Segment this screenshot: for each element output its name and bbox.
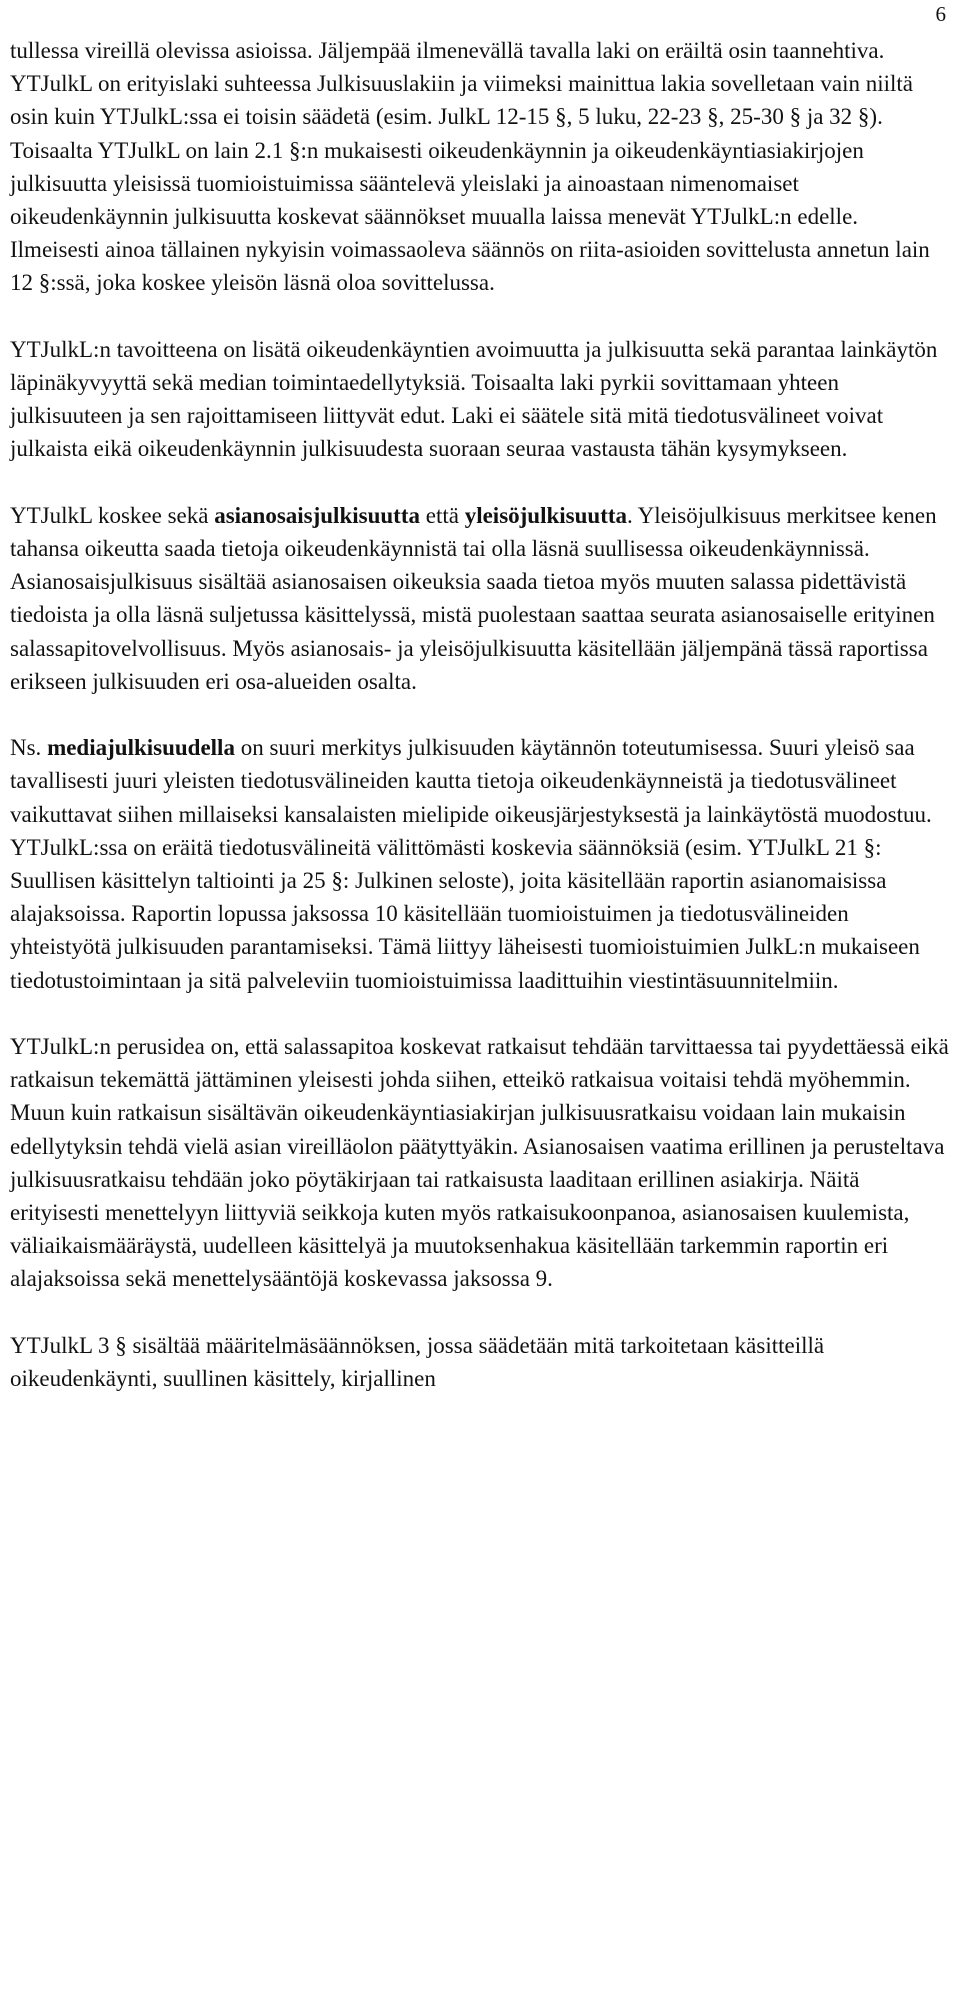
paragraph-4 bbox=[10, 731, 950, 997]
paragraph-3-text-3: . Yleisöjulkisuus merkitsee kenen tahansa oikeutta saada tietoja oikeudenkäynnistä tai olla läsnä suullisessa oikeudenkäynnissä. Asianosaisjulkisuus sisältää asianosaisen oikeuksia saada tietoa myös muuten salassa pidettävistä tiedoista ja olla läsnä suljetussa käsittelyssä, mistä puolestaan saattaa seurata asianosaiselle erityinen salassapitovelvollisuus. Myös asianosais- ja yleisöjulkisuutta käsitellään jäljempänä tässä raportissa erikseen julkisuuden eri osa-alueiden osalta. bbox=[10, 502, 937, 694]
paragraph-4-text-2: on suuri merkitys julkisuuden käytännön toteutumisessa. Suuri yleisö saa tavallisesti juuri yleisten tiedotusvälineiden kautta tietoja oikeudenkäynneistä ja tiedotusvälineet vaikuttavat siihen millaiseksi kansalaisten mielipide oikeusjärjestyksestä ja lainkäytöstä muodostuu. YTJulkL:ssa on eräitä tiedotusvälineitä välittömästi koskevia säännöksiä (esim. YTJulkL 21 §: Suullisen käsittelyn taltiointi ja 25 §: Julkinen seloste), joita käsitellään raportin asianomaisissa alajaksoissa. Raportin lopussa jaksossa 10 käsitellään tuomioistuimen ja tiedotusvälineiden yhteistyötä julkisuuden parantamiseksi. Tämä liittyy läheisesti tuomioistuimien JulkL:n mukaiseen tiedotustoimintaan ja sitä palveleviin tuomioistuimissa laadittuihin viestintäsuunnitelmiin. bbox=[10, 735, 932, 993]
bold-term-yleisojulkisuutta: yleisöjulkisuutta bbox=[464, 502, 628, 528]
paragraph-1: tullessa vireillä olevissa asioissa. Jäljempää ilmenevällä tavalla laki on eräiltä osin taannehtiva. YTJulkL on erityislaki suhteessa Julkisuuslakiin ja viimeksi mainittua lakia sovelletaan vain niiltä osin kuin YTJulkL:ssa ei toisin säädetä (esim. JulkL 12-15 §, 5 luku, 22-23 §, 25-30 § ja 32 §). Toisaalta YTJulkL on lain 2.1 §:n mukaisesti oikeudenkäynnin ja oikeudenkäyntiasiakirjojen julkisuutta yleisissä tuomioistuimissa sääntelevä yleislaki ja ainoastaan nimenomaiset oikeudenkäynnin julkisuutta koskevat säännökset muualla laissa menevät YTJulkL:n edelle. Ilmeisesti ainoa tällainen nykyisin voimassaoleva säännös on riita-asioiden sovittelusta annetun lain 12 §:ssä, joka koskee yleisön läsnä oloa sovittelussa. bbox=[10, 38, 930, 296]
bold-term-asianosaisjulkisuutta: asianosaisjulkisuutta bbox=[214, 502, 420, 528]
body-text bbox=[10, 34, 950, 1428]
paragraph-3 bbox=[10, 499, 950, 698]
paragraph-3-text-1: YTJulkL koskee sekä bbox=[10, 502, 215, 528]
paragraph-6: YTJulkL 3 § sisältää määritelmäsäännöksen, jossa säädetään mitä tarkoitetaan käsitteillä oikeudenkäynti, suullinen käsittely, kirjallinen bbox=[10, 1332, 825, 1392]
paragraph-2: YTJulkL:n tavoitteena on lisätä oikeudenkäyntien avoimuutta ja julkisuutta sekä parantaa lainkäytön läpinäkyvyyttä sekä median toimintaedellytyksiä. Toisaalta laki pyrkii sovittamaan yhteen julkisuuteen ja sen rajoittamiseen liittyvät edut. Laki ei säätele sitä mitä tiedotusvälineet voivat julkaista eikä oikeudenkäynnin julkisuudesta suoraan seuraa vastausta tähän kysymykseen. bbox=[10, 336, 938, 462]
paragraph-4-text-1: Ns. bbox=[10, 735, 48, 761]
paragraph-5: YTJulkL:n perusidea on, että salassapitoa koskevat ratkaisut tehdään tarvittaessa tai pyydettäessä eikä ratkaisun tekemättä jättäminen yleisesti johda siihen, etteikö ratkaisua voitaisi tehdä myöhemmin. Muun kuin ratkaisun sisältävän oikeudenkäyntiasiakirjan julkisuusratkaisu voidaan lain mukaisin edellytyksin tehdä vielä asian vireilläolon päätyttyäkin. Asianosaisen vaatima erillinen ja perusteltava julkisuusratkaisu tehdään joko pöytäkirjaan tai ratkaisusta laaditaan erillinen asiakirja. Näitä erityisesti menettelyyn liittyviä seikkoja kuten myös ratkaisukoonpanoa, asianosaisen kuulemista, väliaikaismääräystä, uudelleen käsittelyä ja muutoksenhakua käsitellään tarkemmin raportin eri alajaksoissa sekä menettelysääntöjä koskevassa jaksossa 9. bbox=[10, 1034, 949, 1292]
page-number: 6 bbox=[935, 2, 946, 26]
paragraph-3-text-2: että bbox=[420, 502, 465, 528]
bold-term-mediajulkisuudella: mediajulkisuudella bbox=[47, 735, 235, 761]
